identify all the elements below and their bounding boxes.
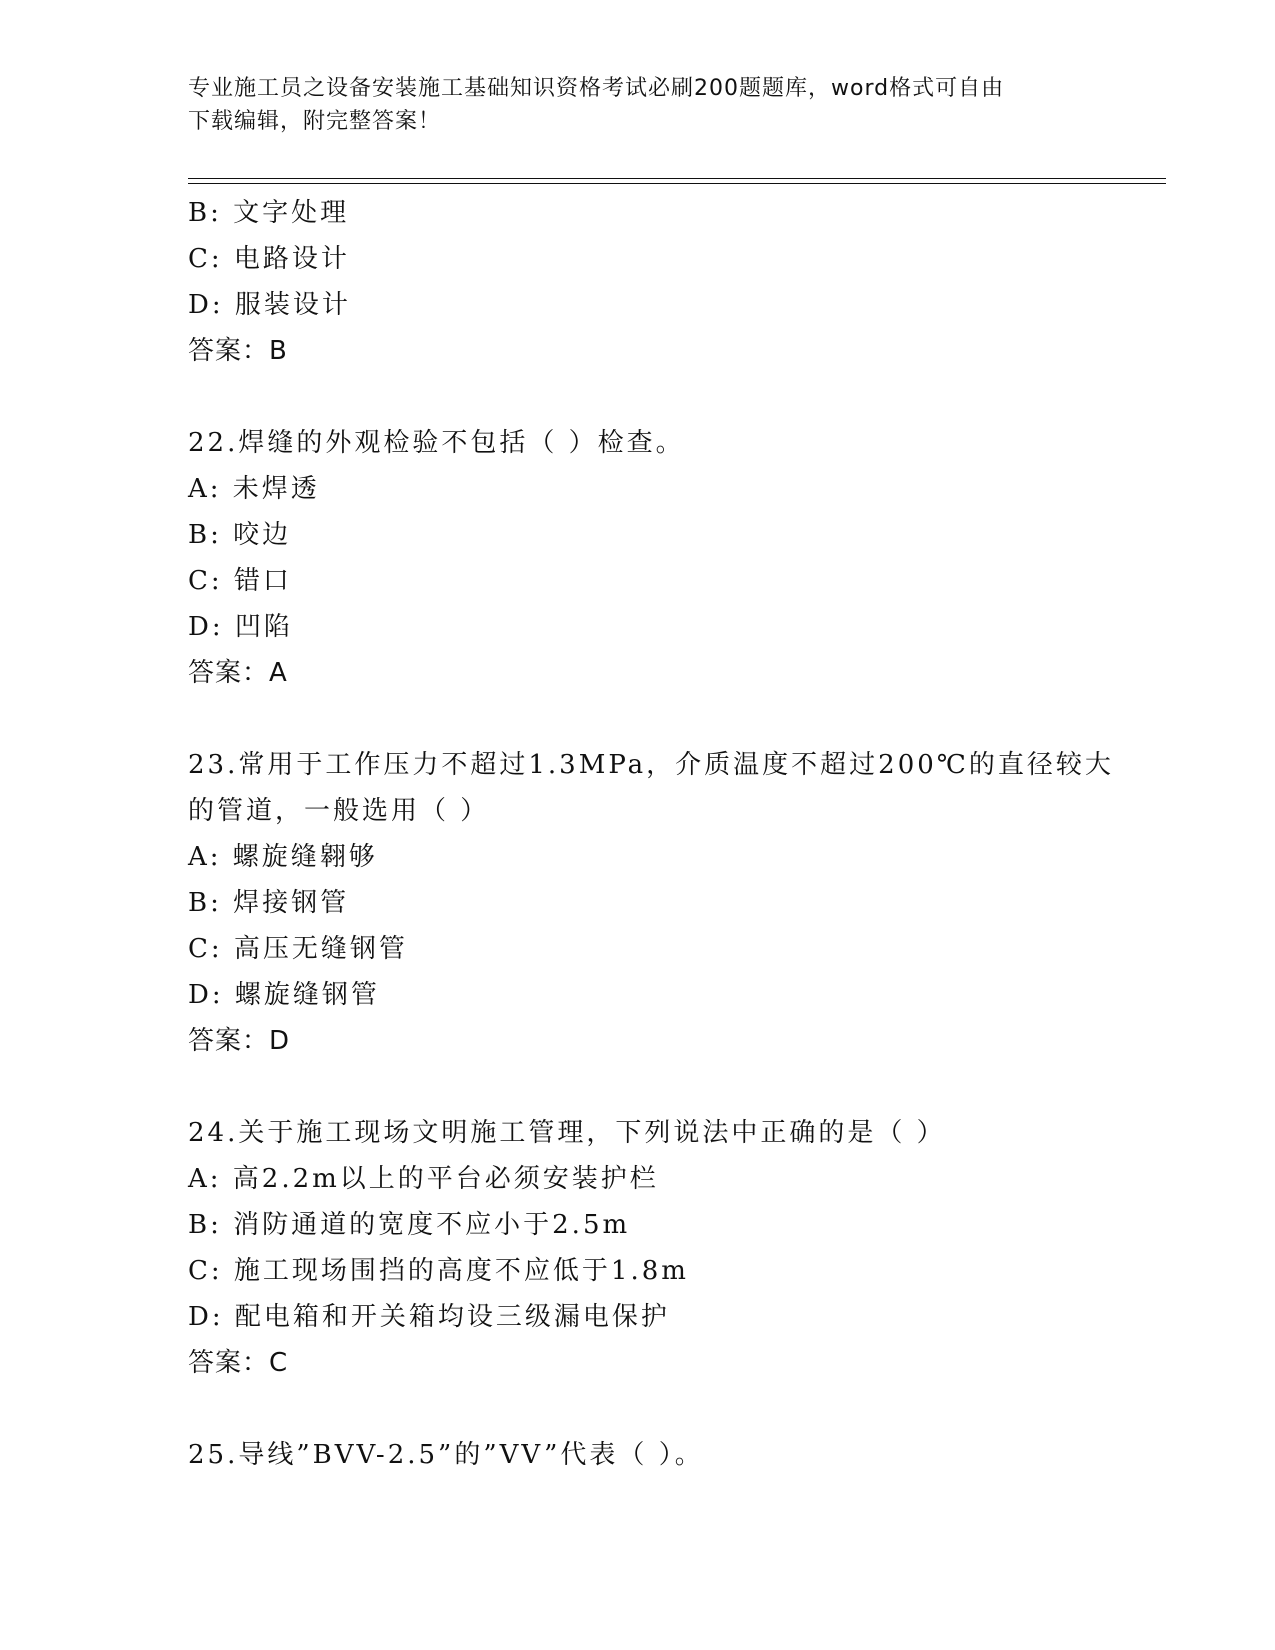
- option-a: A: 高2.2m以上的平台必须安装护栏: [188, 1164, 659, 1194]
- option-b: B: 焊接钢管: [188, 888, 350, 918]
- question-text: 22.焊缝的外观检验不包括（ ）检查。: [188, 428, 685, 458]
- option-d: D: 服装设计: [188, 290, 351, 320]
- document-header: [188, 72, 1088, 138]
- option-b: B: 文字处理: [188, 198, 350, 228]
- question-text-line-2: 的管道，一般选用（ ）: [188, 796, 490, 826]
- header-divider-top: [188, 178, 1166, 179]
- option-c: C: 电路设计: [188, 244, 350, 274]
- option-b: B: 消防通道的宽度不应小于2.5m: [188, 1210, 631, 1240]
- answer: 答案：C: [188, 1348, 289, 1378]
- question-text-line-1: 23.常用于工作压力不超过1.3MPa，介质温度不超过200℃的直径较大: [188, 750, 1114, 780]
- answer: 答案：D: [188, 1026, 291, 1056]
- question-23: [188, 742, 1114, 1064]
- option-a: A: 螺旋缝翱够: [188, 842, 378, 872]
- question-21-partial: [188, 190, 1088, 374]
- header-line-1: 专业施工员之设备安装施工基础知识资格考试必刷200题题库，word格式可自由: [188, 76, 1005, 101]
- option-a: A: 未焊透: [188, 474, 320, 504]
- question-22: [188, 420, 1088, 696]
- header-line-2: 下载编辑，附完整答案！: [188, 109, 442, 134]
- option-c: C: 高压无缝钢管: [188, 934, 408, 964]
- option-d: D: 螺旋缝钢管: [188, 980, 380, 1010]
- question-text: 24.关于施工现场文明施工管理，下列说法中正确的是（ ）: [188, 1118, 946, 1148]
- header-divider-bottom: [188, 183, 1166, 184]
- option-d: D: 配电箱和开关箱均设三级漏电保护: [188, 1302, 670, 1332]
- option-c: C: 错口: [188, 566, 292, 596]
- question-text: 25.导线”BVV-2.5”的”VV”代表（ ）。: [188, 1440, 704, 1470]
- answer: 答案：A: [188, 658, 288, 688]
- option-d: D: 凹陷: [188, 612, 293, 642]
- spacer: [188, 1064, 1088, 1110]
- spacer: [188, 696, 1088, 742]
- spacer: [188, 374, 1088, 420]
- option-c: C: 施工现场围挡的高度不应低于1.8m: [188, 1256, 689, 1286]
- question-list: [188, 190, 1114, 1478]
- question-25: [188, 1432, 1088, 1478]
- spacer: [188, 1386, 1088, 1432]
- option-b: B: 咬边: [188, 520, 292, 550]
- answer: 答案：B: [188, 336, 288, 366]
- question-24: [188, 1110, 1088, 1386]
